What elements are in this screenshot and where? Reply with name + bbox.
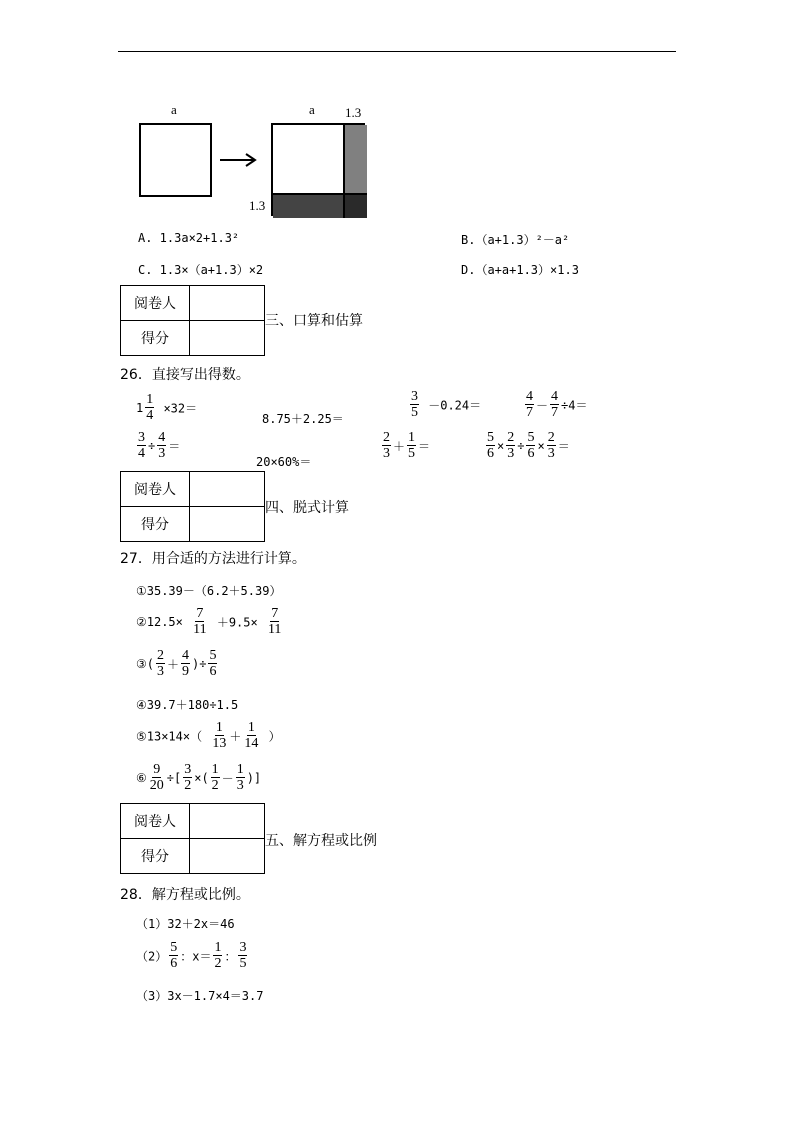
numerator: 2 bbox=[156, 648, 164, 663]
fraction bbox=[137, 430, 146, 462]
reviewer-cell[interactable] bbox=[190, 472, 265, 507]
expression-text: － bbox=[221, 771, 234, 786]
arrow-icon bbox=[218, 152, 258, 168]
expression-text: ＝ bbox=[557, 439, 570, 454]
numerator: 3 bbox=[239, 940, 247, 955]
numerator: 7 bbox=[196, 606, 204, 621]
fraction bbox=[526, 430, 535, 462]
numerator: 2 bbox=[507, 430, 515, 445]
fraction bbox=[192, 606, 207, 638]
denominator: 3 bbox=[383, 446, 390, 462]
denominator: 20 bbox=[149, 778, 164, 794]
numerator: 1 bbox=[408, 430, 416, 445]
expression-text: ①35.39－（6.2＋5.39） bbox=[136, 584, 282, 598]
reviewer-label: 阅卷人 bbox=[121, 286, 190, 321]
expression-text: × bbox=[497, 438, 505, 453]
numerator: 3 bbox=[411, 389, 418, 404]
q27-item bbox=[136, 582, 281, 599]
denominator: 7 bbox=[526, 405, 533, 421]
reviewer-cell[interactable] bbox=[190, 286, 265, 321]
expression-text: － bbox=[536, 398, 549, 413]
reviewer-label: 阅卷人 bbox=[121, 472, 190, 507]
numerator: 5 bbox=[527, 430, 535, 445]
expression-text: ÷ bbox=[148, 438, 156, 453]
denominator: 3 bbox=[236, 778, 244, 794]
fraction bbox=[506, 430, 515, 462]
denominator: 11 bbox=[193, 622, 207, 638]
score-table bbox=[120, 803, 265, 874]
fraction bbox=[157, 430, 166, 462]
q27-item bbox=[136, 762, 261, 794]
denominator: 14 bbox=[244, 736, 259, 752]
expression-text: （1）32＋2x＝46 bbox=[136, 917, 235, 931]
score-cell[interactable] bbox=[190, 507, 265, 542]
expression-text: × bbox=[537, 438, 545, 453]
option-c[interactable]: C. 1.3×（a+1.3）×2 bbox=[138, 263, 264, 277]
expression-text: )÷ bbox=[192, 656, 207, 671]
numerator: 1 bbox=[236, 762, 244, 777]
q27-item bbox=[136, 696, 238, 713]
numerator: 2 bbox=[383, 430, 390, 445]
section-heading-3: 三、口算和估算 bbox=[265, 313, 363, 329]
fraction bbox=[213, 940, 222, 972]
expression-text: ＋9.5× bbox=[209, 615, 265, 630]
side-label-a-large: a bbox=[309, 102, 315, 117]
fraction bbox=[169, 940, 178, 972]
numerator: 7 bbox=[271, 606, 279, 621]
expression-text: ＋ bbox=[229, 729, 242, 744]
expression-text: （3）3x－1.7×4＝3.7 bbox=[136, 989, 264, 1003]
expression-text: ＝ bbox=[168, 439, 181, 454]
expression-text: ②12.5× bbox=[136, 614, 191, 629]
fraction bbox=[149, 762, 165, 794]
denominator: 11 bbox=[267, 622, 282, 638]
denominator: 3 bbox=[156, 664, 164, 680]
denominator: 9 bbox=[182, 664, 189, 680]
expression-text: （2） bbox=[136, 949, 168, 964]
denominator: 6 bbox=[487, 446, 494, 462]
enlarged-square bbox=[271, 123, 365, 216]
right-strip bbox=[343, 125, 367, 193]
fraction bbox=[211, 762, 220, 794]
expression-text: ④39.7＋180÷1.5 bbox=[136, 698, 239, 712]
expression-text: ： bbox=[224, 949, 237, 964]
fraction bbox=[236, 762, 245, 794]
option-b[interactable]: B.（a+1.3）²－a² bbox=[461, 233, 570, 247]
q27-item bbox=[136, 720, 281, 752]
expression-text: 1 bbox=[136, 400, 144, 415]
score-table bbox=[120, 471, 265, 542]
numerator: 3 bbox=[138, 430, 145, 445]
fraction bbox=[183, 762, 192, 794]
denominator: 4 bbox=[146, 408, 154, 424]
question-26-title: 26．直接写出得数。 bbox=[120, 367, 250, 383]
original-square bbox=[139, 123, 212, 197]
q28-item bbox=[136, 987, 263, 1004]
numerator: 1 bbox=[214, 940, 222, 955]
numerator: 5 bbox=[487, 430, 494, 445]
reviewer-cell[interactable] bbox=[190, 804, 265, 839]
score-label: 得分 bbox=[121, 839, 190, 874]
q28-item bbox=[136, 915, 235, 932]
q27-item bbox=[136, 648, 219, 680]
fraction bbox=[382, 430, 391, 462]
numerator: 5 bbox=[209, 648, 217, 663]
expression-text: ：x＝ bbox=[180, 949, 212, 964]
fraction bbox=[208, 648, 217, 680]
question-28-title: 28．解方程或比例。 bbox=[120, 887, 250, 903]
denominator: 13 bbox=[212, 736, 227, 752]
fraction bbox=[156, 648, 165, 680]
q26-item bbox=[256, 453, 311, 470]
denominator: 6 bbox=[170, 956, 178, 972]
fraction bbox=[181, 648, 190, 680]
expression-text: 8.75＋2.25＝ bbox=[262, 412, 344, 426]
fraction bbox=[211, 720, 227, 752]
bottom-strip bbox=[273, 193, 343, 218]
denominator: 3 bbox=[158, 446, 166, 462]
numerator: 4 bbox=[551, 389, 559, 404]
expression-text: ⑥ bbox=[136, 770, 147, 785]
expression-text: ） bbox=[261, 729, 281, 744]
denominator: 2 bbox=[211, 778, 219, 794]
section-heading-5: 五、解方程或比例 bbox=[265, 833, 377, 849]
expression-text: ×( bbox=[194, 770, 209, 785]
numerator: 3 bbox=[184, 762, 192, 777]
fraction bbox=[243, 720, 259, 752]
denominator: 2 bbox=[214, 956, 222, 972]
fraction bbox=[525, 389, 534, 421]
fraction bbox=[410, 389, 419, 421]
q27-item bbox=[136, 606, 284, 638]
score-cell[interactable] bbox=[190, 839, 265, 874]
denominator: 6 bbox=[209, 664, 217, 680]
score-cell[interactable] bbox=[190, 321, 265, 356]
side-label-a: a bbox=[171, 102, 177, 117]
corner-square bbox=[343, 193, 367, 218]
fraction bbox=[486, 430, 495, 462]
fraction bbox=[547, 430, 556, 462]
denominator: 2 bbox=[184, 778, 192, 794]
numerator: 5 bbox=[170, 940, 178, 955]
expression-text: ＝ bbox=[418, 439, 431, 454]
expression-text: ＋ bbox=[166, 657, 179, 672]
expression-text: 20×60%＝ bbox=[256, 455, 312, 469]
header-rule bbox=[118, 51, 676, 52]
question-27-title: 27．用合适的方法进行计算。 bbox=[120, 551, 306, 567]
expression-text: ＋ bbox=[393, 439, 406, 454]
denominator: 5 bbox=[239, 956, 247, 972]
q26-item bbox=[135, 430, 180, 462]
denominator: 5 bbox=[411, 405, 418, 421]
section-heading-4: 四、脱式计算 bbox=[265, 500, 349, 516]
expression-text: ÷[ bbox=[166, 770, 182, 785]
strip-label-bottom: 1.3 bbox=[249, 198, 266, 213]
option-d[interactable]: D.（a+a+1.3）×1.3 bbox=[461, 263, 579, 277]
numerator: 4 bbox=[182, 648, 189, 663]
strip-label-right: 1.3 bbox=[345, 105, 362, 120]
reviewer-label: 阅卷人 bbox=[121, 804, 190, 839]
q26-item bbox=[523, 389, 587, 421]
denominator: 3 bbox=[507, 446, 515, 462]
numerator: 4 bbox=[158, 430, 166, 445]
numerator: 1 bbox=[211, 762, 219, 777]
numerator: 1 bbox=[247, 720, 255, 735]
option-a[interactable]: A. 1.3a×2+1.3² bbox=[138, 231, 240, 245]
q26-item bbox=[136, 392, 197, 424]
numerator: 9 bbox=[153, 762, 161, 777]
expression-text: ÷ bbox=[517, 438, 525, 453]
fraction bbox=[145, 392, 154, 424]
q26-item bbox=[262, 410, 344, 427]
expression-text: ③( bbox=[136, 656, 154, 671]
denominator: 4 bbox=[138, 446, 145, 462]
fraction bbox=[550, 389, 559, 421]
denominator: 7 bbox=[551, 405, 559, 421]
expression-text: )] bbox=[246, 770, 262, 785]
fraction bbox=[267, 606, 282, 638]
q26-item bbox=[408, 389, 481, 421]
denominator: 6 bbox=[527, 446, 535, 462]
score-label: 得分 bbox=[121, 507, 190, 542]
expression-text: ⑤13×14×（ bbox=[136, 729, 210, 744]
denominator: 3 bbox=[547, 446, 555, 462]
numerator: 2 bbox=[547, 430, 555, 445]
q26-item bbox=[484, 430, 570, 462]
expression-text: ×32＝ bbox=[156, 401, 198, 416]
score-table bbox=[120, 285, 265, 356]
numerator: 1 bbox=[215, 720, 223, 735]
expression-text: －0.24＝ bbox=[421, 398, 482, 413]
fraction bbox=[238, 940, 247, 972]
expression-text: ÷4＝ bbox=[561, 398, 588, 413]
denominator: 5 bbox=[408, 446, 416, 462]
fraction bbox=[407, 430, 416, 462]
numerator: 1 bbox=[146, 392, 154, 407]
score-label: 得分 bbox=[121, 321, 190, 356]
q26-item bbox=[380, 430, 430, 462]
numerator: 4 bbox=[526, 389, 533, 404]
q28-item bbox=[136, 940, 249, 972]
